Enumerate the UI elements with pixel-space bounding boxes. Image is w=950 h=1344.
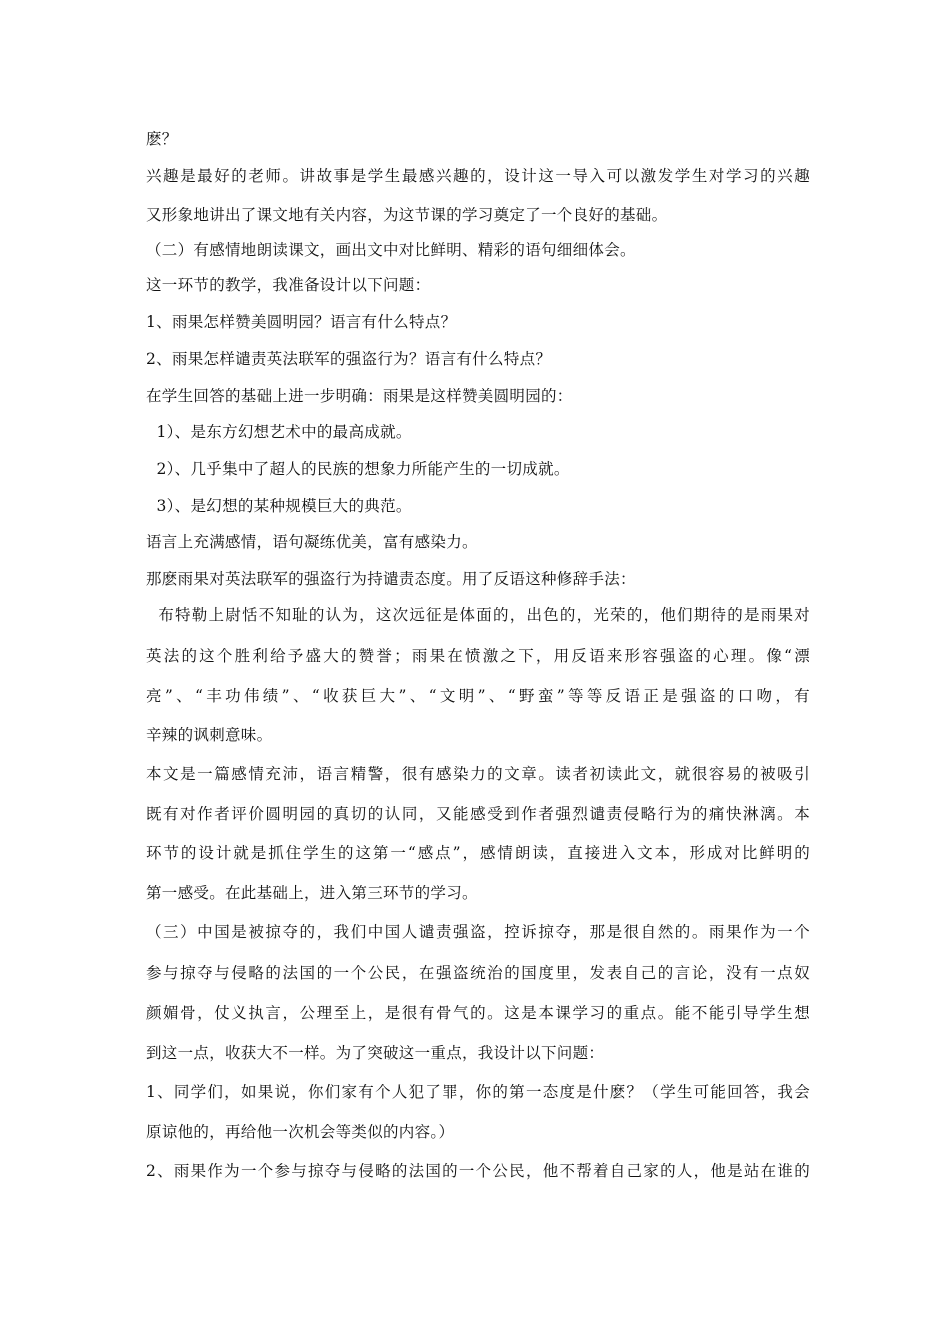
text-line: 1、雨果怎样赞美圆明园？语言有什么特点？ bbox=[146, 313, 457, 331]
text-line: 在学生回答的基础上进一步明确：雨果是这样赞美圆明园的： bbox=[146, 387, 573, 405]
text-line: 兴趣是最好的老师。讲故事是学生最感兴趣的，设计这一导入可以激发学生对学习的兴趣 bbox=[146, 167, 810, 185]
text-line: 又形象地讲出了课文地有关内容，为这节课的学习奠定了一个良好的基础。 bbox=[146, 206, 668, 224]
text-line: 麽？ bbox=[146, 130, 178, 148]
text-line: 辛辣的讽刺意味。 bbox=[146, 726, 273, 744]
text-line: 既有对作者评价圆明园的真切的认同，又能感受到作者强烈谴责侵略行为的痛快淋漓。本 bbox=[146, 805, 810, 823]
text-line: 原谅他的，再给他一次机会等类似的内容。） bbox=[146, 1123, 455, 1141]
text-line: 英法的这个胜利给予盛大的赞誉；雨果在愤激之下，用反语来形容强盗的心理。像“漂 bbox=[146, 647, 810, 665]
text-line: 那麽雨果对英法联军的强盗行为持谴责态度。用了反语这种修辞手法： bbox=[146, 570, 636, 588]
text-line: 第一感受。在此基础上，进入第三环节的学习。 bbox=[146, 884, 478, 902]
text-line: 2）、几乎集中了超人的民族的想象力所能产生的一切成就。 bbox=[146, 460, 570, 478]
text-line: （三）中国是被掠夺的，我们中国人谴责强盗，控诉掠夺，那是很自然的。雨果作为一个 bbox=[146, 923, 810, 941]
text-line: 语言上充满感情，语句凝练优美，富有感染力。 bbox=[146, 533, 478, 551]
text-line: （二）有感情地朗读课文，画出文中对比鲜明、精彩的语句细细体会。 bbox=[146, 241, 636, 259]
text-line: 2、雨果作为一个参与掠夺与侵略的法国的一个公民，他不帮着自己家的人，他是站在谁的 bbox=[146, 1162, 810, 1180]
text-line: 到这一点，收获大不一样。为了突破这一重点，我设计以下问题： bbox=[146, 1044, 605, 1062]
text-line: 2、雨果怎样谴责英法联军的强盗行为？语言有什么特点？ bbox=[146, 350, 552, 368]
text-line: 布特勒上尉恬不知耻的认为，这次远征是体面的，出色的，光荣的，他们期待的是雨果对 bbox=[146, 606, 810, 624]
text-line: 3）、是幻想的某种规模巨大的典范。 bbox=[146, 497, 412, 515]
text-line: 1、同学们，如果说，你们家有个人犯了罪，你的第一态度是什麽？（学生可能回答，我会 bbox=[146, 1083, 810, 1101]
text-line: 参与掠夺与侵略的法国的一个公民，在强盗统治的国度里，发表自己的言论，没有一点奴 bbox=[146, 964, 810, 982]
text-line: 这一环节的教学，我准备设计以下问题： bbox=[146, 276, 431, 294]
text-line: 本文是一篇感情充沛，语言精警，很有感染力的文章。读者初读此文，就很容易的被吸引 bbox=[146, 765, 810, 783]
text-line: 环节的设计就是抓住学生的这第一“感点”，感情朗读，直接进入文本，形成对比鲜明的 bbox=[146, 844, 810, 862]
text-line: 亮”、“丰功伟绩”、“收获巨大”、“文明”、“野蛮”等等反语正是强盗的口吻，有 bbox=[146, 687, 810, 705]
text-line: 1）、是东方幻想艺术中的最高成就。 bbox=[146, 423, 412, 441]
text-line: 颜媚骨，仗义执言，公理至上，是很有骨气的。这是本课学习的重点。能不能引导学生想 bbox=[146, 1004, 810, 1022]
